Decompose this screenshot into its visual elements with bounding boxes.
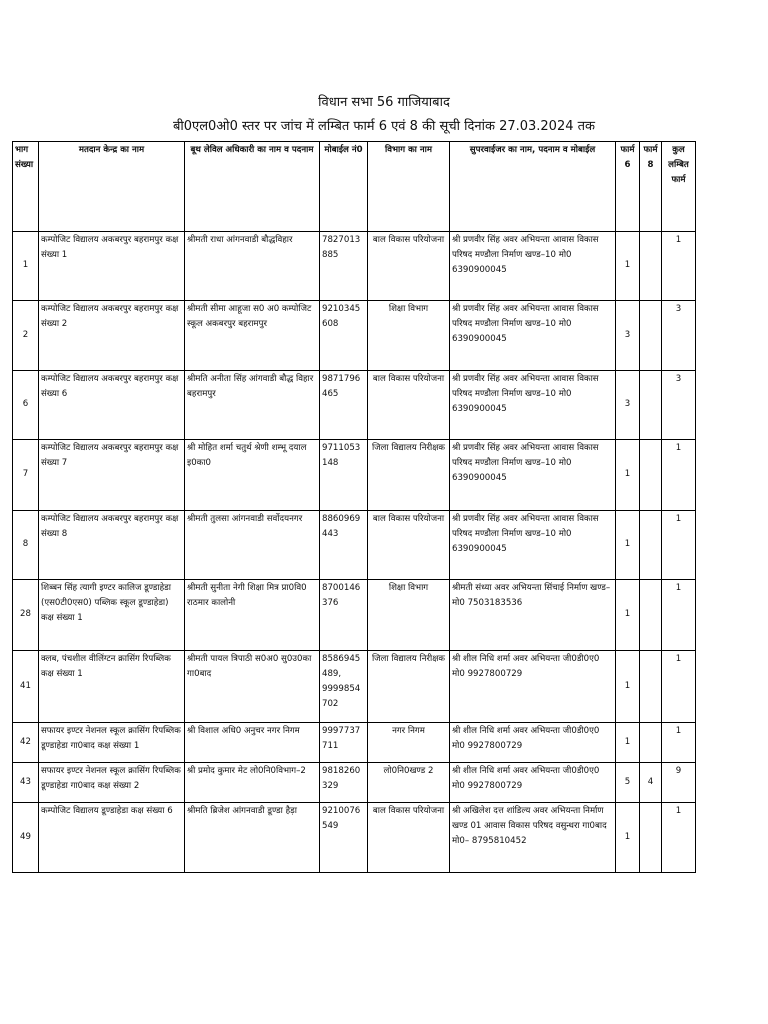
cell-blo: श्री विशाल अधि0 अनुचर नगर निगम xyxy=(185,723,320,763)
cell-form8 xyxy=(640,511,662,580)
header-total: कुल लम्बित फार्म xyxy=(662,142,696,232)
header-supervisor: सुपरवाईजर का नाम, पदनाम व मोबाईल xyxy=(450,142,616,232)
table-row xyxy=(13,580,696,651)
pending-forms-table xyxy=(12,141,696,873)
cell-vibhag: बाल विकास परियोजना xyxy=(368,511,450,580)
cell-form8 xyxy=(640,301,662,371)
cell-form8 xyxy=(640,803,662,873)
cell-bhag: 8 xyxy=(13,511,39,580)
cell-vibhag: शिक्षा विभाग xyxy=(368,301,450,371)
cell-mobile: 8700146376 xyxy=(320,580,368,651)
cell-total: 1 xyxy=(662,580,696,651)
table-row xyxy=(13,651,696,723)
cell-blo: श्रीमती सुनीता नेगी शिक्षा मित्र प्रा0वि0 राठमार कालोनी xyxy=(185,580,320,651)
header-blo: बूथ लेविल अधिकारी का नाम व पदनाम xyxy=(185,142,320,232)
cell-blo: श्रीमती सीमा आहूजा स0 अ0 कम्पोजिट स्कूल अकबरपुर बहरामपुर xyxy=(185,301,320,371)
cell-bhag: 43 xyxy=(13,763,39,803)
cell-form6: 3 xyxy=(616,301,640,371)
cell-blo: श्रीमति ब्रिजेश आंगनवाडी डूण्डा हैड़ा xyxy=(185,803,320,873)
cell-mobile: 8860969443 xyxy=(320,511,368,580)
cell-mobile: 9210076549 xyxy=(320,803,368,873)
cell-form8 xyxy=(640,723,662,763)
cell-kendra: क्लब, पंचशील वीलिंग्टन क्रासिंग रिपब्लिक कक्ष संख्या 1 xyxy=(39,651,185,723)
table-row xyxy=(13,371,696,440)
cell-blo: श्रीमती तुलसा आंगनवाडी सर्वोदयनगर xyxy=(185,511,320,580)
cell-vibhag: शिक्षा विभाग xyxy=(368,580,450,651)
cell-supervisor: श्री शील निधि शर्मा अवर अभियन्ता जी0डी0ए0 मो0 9927800729 xyxy=(450,651,616,723)
cell-supervisor: श्री प्रणवीर सिंह अवर अभियन्ता आवास विकास परिषद मण्डौला निर्माण खण्ड–10 मो0 6390900045 xyxy=(450,440,616,511)
cell-blo: श्री प्रमोद कुमार मेट लो0नि0विभाग–2 xyxy=(185,763,320,803)
cell-total: 1 xyxy=(662,651,696,723)
cell-kendra: सफायर इण्टर नेशनल स्कूल क्रासिंग रिपब्लिक डूण्डाहेडा गा0बाद कक्ष संख्या 2 xyxy=(39,763,185,803)
header-form8: फार्म 8 xyxy=(640,142,662,232)
cell-vibhag: नगर निगम xyxy=(368,723,450,763)
table-row xyxy=(13,763,696,803)
cell-vibhag: बाल विकास परियोजना xyxy=(368,232,450,301)
cell-vibhag: जिला विद्यालय निरीक्षक xyxy=(368,651,450,723)
cell-form6: 1 xyxy=(616,803,640,873)
cell-form6: 1 xyxy=(616,511,640,580)
cell-vibhag: लो0नि0खण्ड 2 xyxy=(368,763,450,803)
cell-form8 xyxy=(640,440,662,511)
header-form6: फार्म 6 xyxy=(616,142,640,232)
cell-kendra: कम्पोजिट विद्यालय अकबरपुर बहरामपुर कक्ष संख्या 7 xyxy=(39,440,185,511)
cell-form6: 1 xyxy=(616,580,640,651)
cell-supervisor: श्री अखिलेश दत्त शांडिल्य अवर अभियन्ता निर्माण खण्ड 01 आवास विकास परिषद वसुन्धरा गा0बाद मो0– 8795810452 xyxy=(450,803,616,873)
cell-kendra: शिब्बन सिंह त्यागी इण्टर कालिज डूण्डाहेडा (एस0टी0एस0) पब्लिक स्कूल डूण्डाहेडा) कक्ष संख्या 1 xyxy=(39,580,185,651)
cell-total: 3 xyxy=(662,301,696,371)
document-subtitle: बी0एल0ओ0 स्तर पर जांच में लम्बित फार्म 6 एवं 8 की सूची दिनांक 27.03.2024 तक xyxy=(172,119,596,134)
cell-form6: 1 xyxy=(616,232,640,301)
cell-bhag: 1 xyxy=(13,232,39,301)
cell-kendra: कम्पोजिट विद्यालय डूण्डाहेडा कक्ष संख्या 6 xyxy=(39,803,185,873)
cell-supervisor: श्रीमती संध्या अवर अभियन्ता सिंचाई निर्माण खण्ड–मो0 7503183536 xyxy=(450,580,616,651)
cell-form6: 3 xyxy=(616,371,640,440)
cell-form6: 1 xyxy=(616,651,640,723)
cell-form8 xyxy=(640,580,662,651)
cell-mobile: 9997737711 xyxy=(320,723,368,763)
table-row xyxy=(13,723,696,763)
cell-form8 xyxy=(640,371,662,440)
cell-vibhag: जिला विद्यालय निरीक्षक xyxy=(368,440,450,511)
cell-mobile: 7827013885 xyxy=(320,232,368,301)
cell-form6: 1 xyxy=(616,440,640,511)
cell-bhag: 6 xyxy=(13,371,39,440)
cell-total: 1 xyxy=(662,723,696,763)
table-row xyxy=(13,301,696,371)
cell-mobile: 8586945489, 9999854702 xyxy=(320,651,368,723)
table-row xyxy=(13,803,696,873)
cell-total: 9 xyxy=(662,763,696,803)
cell-mobile: 9818260329 xyxy=(320,763,368,803)
cell-kendra: कम्पोजिट विद्यालय अकबरपुर बहरामपुर कक्ष संख्या 1 xyxy=(39,232,185,301)
cell-bhag: 7 xyxy=(13,440,39,511)
table-header-row xyxy=(13,142,696,232)
cell-form8: 4 xyxy=(640,763,662,803)
header-vibhag: विभाग का नाम xyxy=(368,142,450,232)
cell-form8 xyxy=(640,232,662,301)
cell-total: 1 xyxy=(662,511,696,580)
header-mobile: मोबाईल नं0 xyxy=(320,142,368,232)
cell-bhag: 42 xyxy=(13,723,39,763)
cell-total: 1 xyxy=(662,232,696,301)
cell-vibhag: बाल विकास परियोजना xyxy=(368,803,450,873)
cell-supervisor: श्री प्रणवीर सिंह अवर अभियन्ता आवास विकास परिषद मण्डौला निर्माण खण्ड–10 मो0 6390900045 xyxy=(450,371,616,440)
cell-mobile: 9210345608 xyxy=(320,301,368,371)
cell-total: 1 xyxy=(662,440,696,511)
cell-blo: श्री मोहित शर्मा चतुर्थ श्रेणी शम्भू दयाल इ0का0 xyxy=(185,440,320,511)
cell-kendra: सफायर इण्टर नेशनल स्कूल क्रासिंग रिपब्लिक डूण्डाहेडा गा0बाद कक्ष संख्या 1 xyxy=(39,723,185,763)
cell-bhag: 41 xyxy=(13,651,39,723)
table-row xyxy=(13,440,696,511)
cell-bhag: 28 xyxy=(13,580,39,651)
cell-supervisor: श्री शील निधि शर्मा अवर अभियन्ता जी0डी0ए0 मो0 9927800729 xyxy=(450,723,616,763)
cell-mobile: 9871796465 xyxy=(320,371,368,440)
header-bhag: भाग संख्या xyxy=(13,142,39,232)
header-kendra: मतदान केन्द्र का नाम xyxy=(39,142,185,232)
cell-supervisor: श्री प्रणवीर सिंह अवर अभियन्ता आवास विकास परिषद मण्डौला निर्माण खण्ड–10 मो0 6390900045 xyxy=(450,511,616,580)
cell-form6: 1 xyxy=(616,723,640,763)
cell-blo: श्रीमती राधा आंगनवाडी बौद्धविहार xyxy=(185,232,320,301)
cell-blo: श्रीमती पायल त्रिपाठी स0अ0 सु0उ0का गा0बाद xyxy=(185,651,320,723)
cell-supervisor: श्री प्रणवीर सिंह अवर अभियन्ता आवास विकास परिषद मण्डौला निर्माण खण्ड–10 मो0 6390900045 xyxy=(450,232,616,301)
cell-total: 3 xyxy=(662,371,696,440)
cell-supervisor: श्री शील निधि शर्मा अवर अभियन्ता जी0डी0ए0 मो0 9927800729 xyxy=(450,763,616,803)
cell-bhag: 49 xyxy=(13,803,39,873)
cell-form6: 5 xyxy=(616,763,640,803)
cell-vibhag: बाल विकास परियोजना xyxy=(368,371,450,440)
cell-form8 xyxy=(640,651,662,723)
cell-blo: श्रीमति अनीता सिंह आंगवाडी बौद्ध विहार बहरामपुर xyxy=(185,371,320,440)
cell-kendra: कम्पोजिट विद्यालय अकबरपुर बहरामपुर कक्ष संख्या 6 xyxy=(39,371,185,440)
cell-kendra: कम्पोजिट विद्यालय अकबरपुर बहरामपुर कक्ष संख्या 2 xyxy=(39,301,185,371)
table-row xyxy=(13,232,696,301)
cell-kendra: कम्पोजिट विद्यालय अकबरपुर बहरामपुर कक्ष संख्या 8 xyxy=(39,511,185,580)
cell-total: 1 xyxy=(662,803,696,873)
cell-bhag: 2 xyxy=(13,301,39,371)
cell-mobile: 9711053148 xyxy=(320,440,368,511)
cell-supervisor: श्री प्रणवीर सिंह अवर अभियन्ता आवास विकास परिषद मण्डौला निर्माण खण्ड–10 मो0 6390900045 xyxy=(450,301,616,371)
document-title: विधान सभा 56 गाजियाबाद xyxy=(318,95,450,110)
table-row xyxy=(13,511,696,580)
